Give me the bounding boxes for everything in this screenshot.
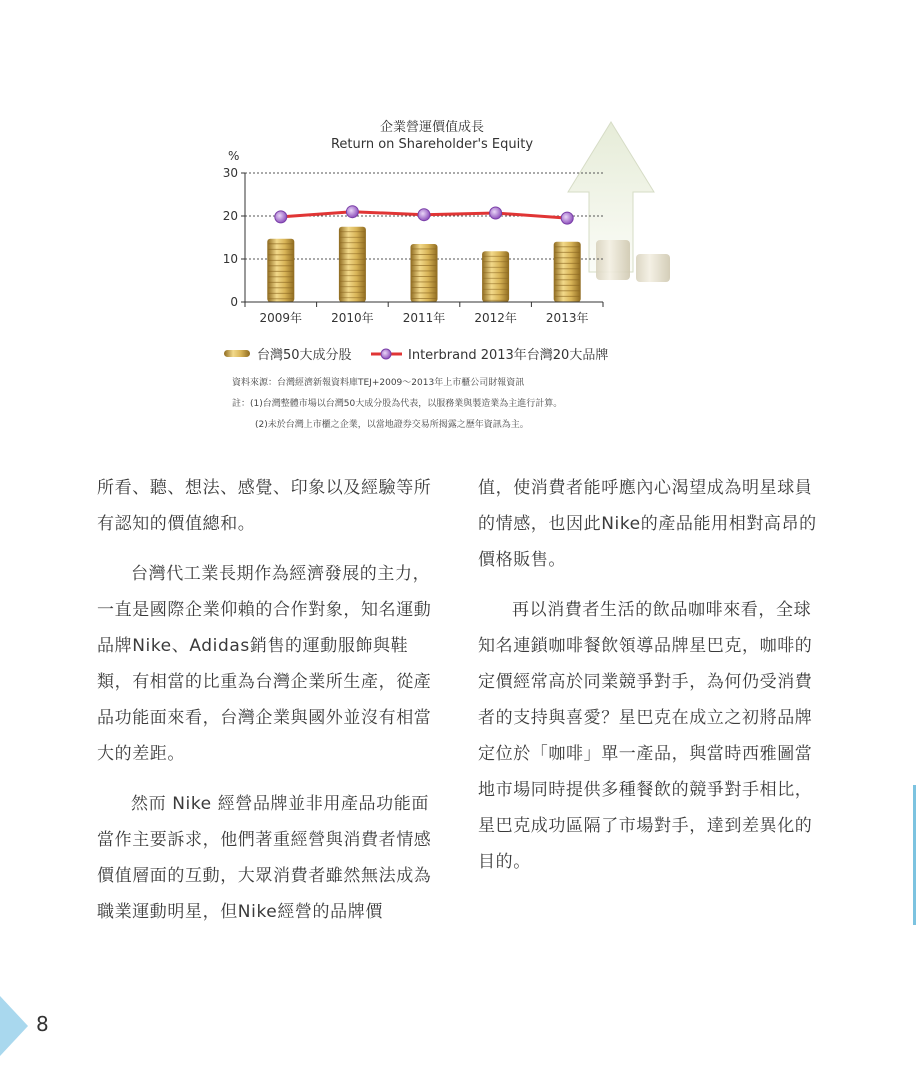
chart-title: 企業營運價值成長 [379, 120, 485, 135]
line-point [275, 211, 287, 223]
roe-chart [0, 0, 916, 440]
right-paragraph-2: 再以消費者生活的飲品咖啡來看，全球知名連鎖咖啡餐飲領導品牌星巴克，咖啡的定價經常高於同業競爭對手，為何仍受消費者的支持與喜愛？星巴克在成立之初將品牌定位於「咖啡」單一產品，與當時西雅圖當地市場同時提供多種餐飲的競爭對手相比，星巴克成功區隔了市場對手，達到差異化的目的。 [478, 600, 813, 872]
x-tick-label: 2009年 [259, 311, 303, 325]
left-paragraph-1: 所看、聽、想法、感覺、印象以及經驗等所有認知的價值總和。 [97, 478, 432, 534]
bar [554, 242, 581, 302]
left-paragraph-3: 然而 Nike 經營品牌並非用產品功能面當作主要訴求，他們著重經營與消費者情感價值層面的互動，大眾消費者雖然無法成為職業運動明星，但Nike經營的品牌價 [97, 794, 432, 922]
legend-bar-label: 台灣50大成分股 [257, 348, 352, 363]
line-point [418, 209, 430, 221]
y-tick-label: 0 [230, 295, 238, 309]
x-tick-label: 2010年 [331, 311, 374, 325]
page-number: 8 [36, 1012, 49, 1036]
x-tick-label: 2011年 [402, 311, 446, 325]
x-tick-label: 2012年 [474, 311, 517, 325]
bar [267, 239, 294, 302]
bar [339, 227, 366, 302]
bar [411, 244, 438, 302]
legend-bar-swatch [224, 350, 250, 357]
source-note: 資料來源：台灣經濟新報資料庫TEJ+2009～2013年上市櫃公司財報資訊 [232, 378, 525, 388]
y-axis-ticks [223, 166, 245, 309]
line-point [346, 206, 358, 218]
line-series [275, 206, 573, 224]
right-paragraph-1: 值，使消費者能呼應內心渴望成為明星球員的情感，也因此Nike的產品能用相對高昂的價格販售。 [478, 478, 817, 570]
page-marker-triangle [0, 996, 30, 1056]
legend-line-label: Interbrand 2013年台灣20大品牌 [408, 348, 609, 363]
bar [482, 251, 509, 302]
y-axis-unit: % [228, 149, 240, 163]
line-point [561, 212, 573, 224]
footnote-1: 註：(1)台灣整體市場以台灣50大成分股為代表，以服務業與製造業為主進行計算。 [232, 399, 563, 409]
bar-series [267, 227, 580, 302]
y-tick-label: 20 [222, 209, 238, 223]
footnote-2: (2)未於台灣上市櫃之企業，以當地證券交易所揭露之歷年資訊為主。 [255, 420, 529, 430]
y-tick-label: 30 [222, 166, 238, 180]
left-paragraph-2: 台灣代工業長期作為經濟發展的主力，一直是國際企業仰賴的合作對象，知名運動品牌Nike、Adidas銷售的運動服飾與鞋類，有相當的比重為台灣企業所生產，從產品功能面來看，台灣企業與國外並沒有相當大的差距。 [97, 564, 432, 764]
line-point [490, 207, 502, 219]
legend-line-marker [381, 349, 391, 359]
legend [224, 347, 608, 363]
left-column [97, 470, 442, 944]
x-axis-ticks [245, 302, 603, 325]
x-tick-label: 2013年 [545, 311, 589, 325]
y-tick-label: 10 [222, 252, 238, 266]
right-column [478, 470, 823, 894]
chart-subtitle: Return on Shareholder's Equity [330, 137, 534, 152]
